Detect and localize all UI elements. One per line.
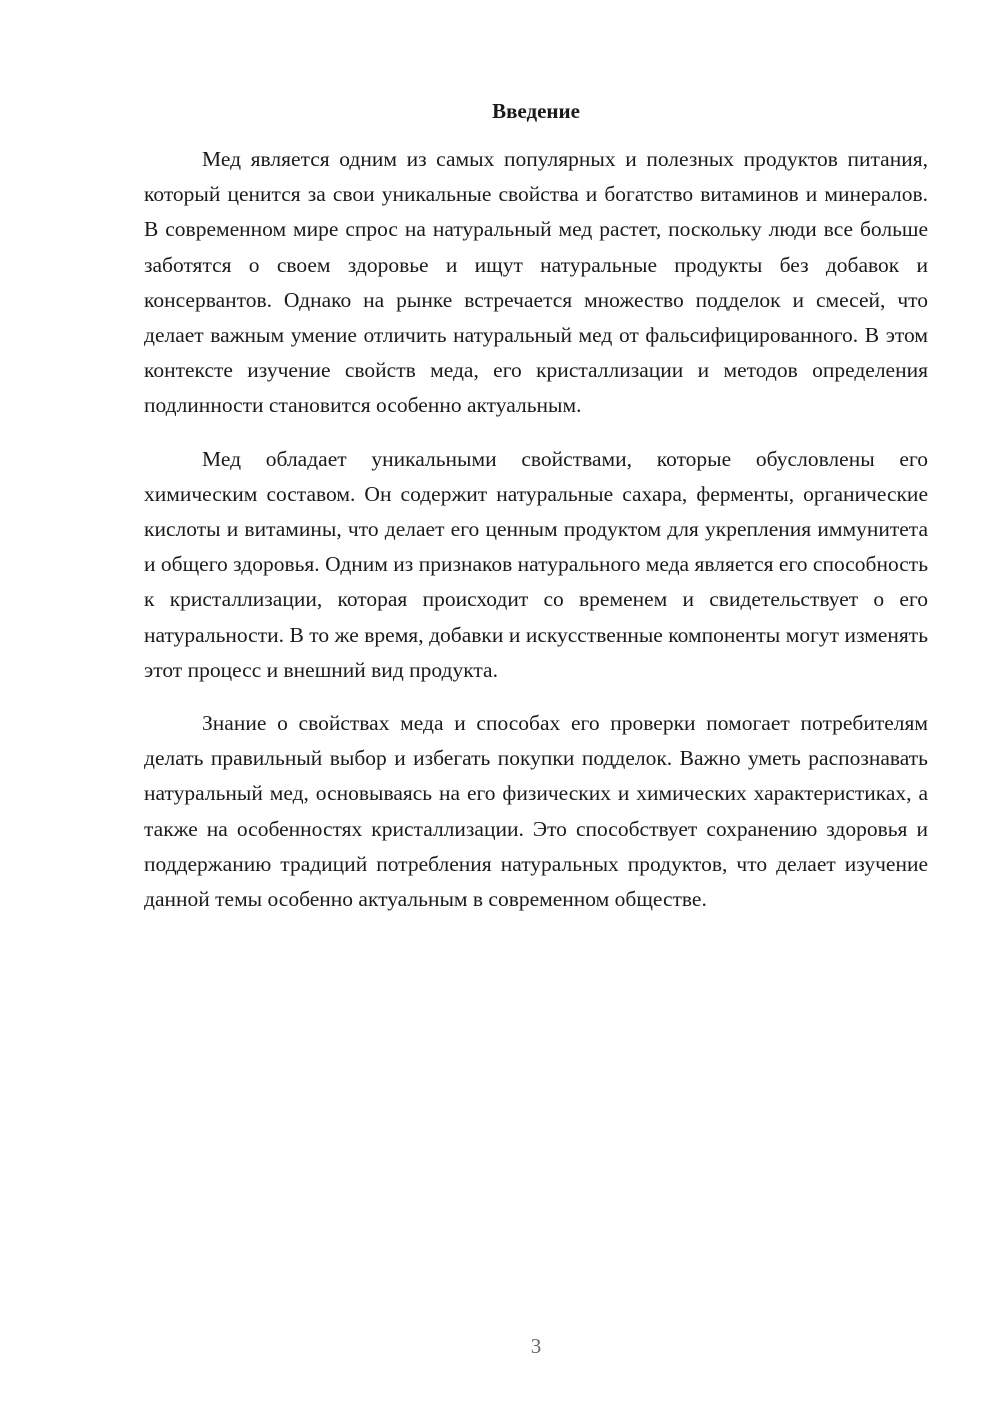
- paragraph-3: Знание о свойствах меда и способах его проверки помогает потребителям делать правильный выбор и избегать покупки подделок. Важно уметь распознавать натуральный мед, основываясь на его физических и химических характеристиках, а также на особенностях кристаллизации. Это способствует сохранению здоровья и поддержанию традиций потребления натуральных продуктов, что делает изучение данной темы особенно актуальным в современном обществе.: [144, 711, 928, 912]
- page-content: [144, 94, 928, 935]
- section-title: Введение: [492, 99, 580, 123]
- paragraph-1: Мед является одним из самых популярных и полезных продуктов питания, который ценится за свои уникальные свойства и богатство витаминов и минералов. В современном мире спрос на натуральный мед растет, поскольку люди все больше заботятся о своем здоровье и ищут натуральные продукты без добавок и консервантов. Однако на рынке встречается множество подделок и смесей, что делает важным умение отличить натуральный мед от фальсифицированного. В этом контексте изучение свойств меда, его кристаллизации и методов определения подлинности становится особенно актуальным.: [144, 147, 928, 418]
- paragraph-2: Мед обладает уникальными свойствами, которые обусловлены его химическим составом. Он содержит натуральные сахара, ферменты, органические кислоты и витамины, что делает его ценным продуктом для укрепления иммунитета и общего здоровья. Одним из признаков натурального меда является его способность к кристаллизации, которая происходит со временем и свидетельствует о его натуральности. В то же время, добавки и искусственные компоненты могут изменять этот процесс и внешний вид продукта.: [144, 446, 928, 682]
- page-number: 3: [530, 1334, 542, 1358]
